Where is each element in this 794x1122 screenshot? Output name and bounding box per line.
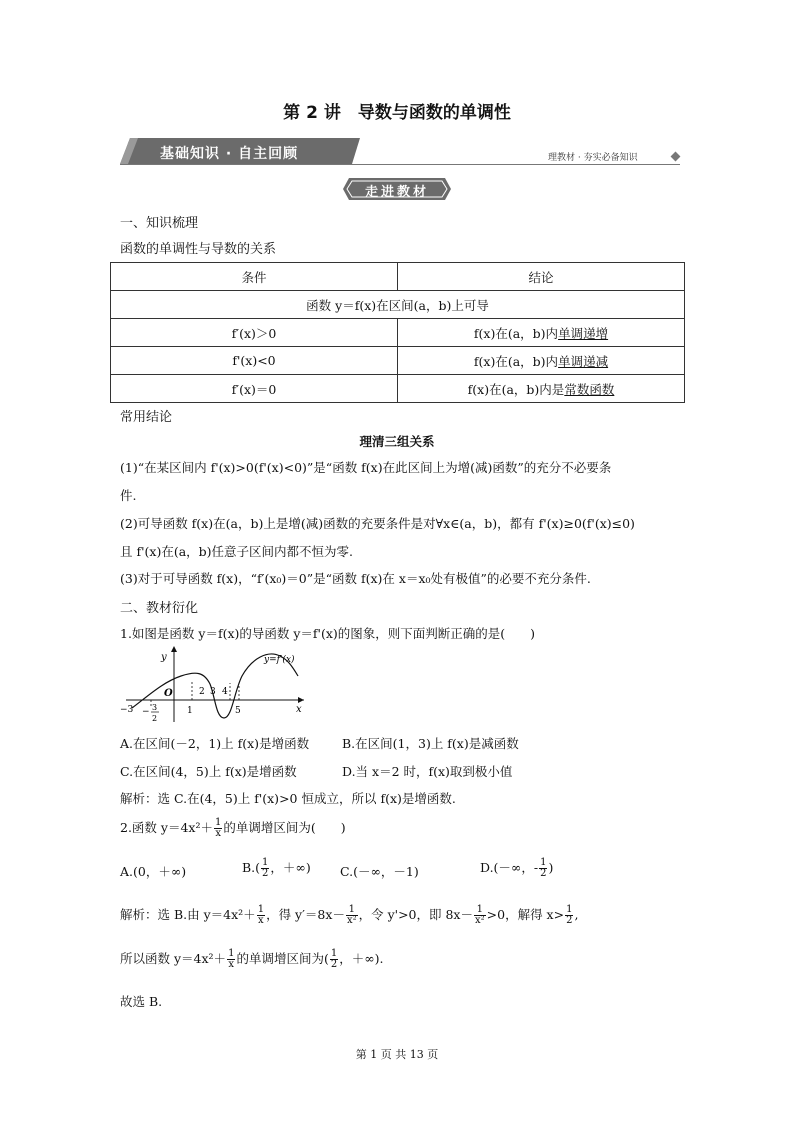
banner-rule: [120, 164, 680, 165]
q1-option-c: C.在区间(4，5)上 f(x)是增函数: [120, 764, 297, 779]
banner-title: 基础知识 · 自主回顾: [160, 146, 299, 162]
q1-option-b: B.在区间(1，3)上 f(x)是减函数: [342, 736, 519, 751]
conclusion-text: f(x)在(a，b)内是: [467, 381, 565, 397]
section-heading-1: 一、知识梳理: [120, 216, 199, 231]
answer-text: >0，解得 x>: [486, 907, 565, 922]
table-row: [111, 347, 685, 375]
fraction: [539, 858, 547, 879]
conclusion-1: (1)“在某区间内 f'(x)>0(f'(x)<0)”是“函数 f(x)在此区间上为增(减)函数”的充分不必要条: [120, 460, 612, 475]
q1-answer: 解析：选 C.在(4，5)上 f'(x)>0 恒成立，所以 f(x)是增函数.: [120, 791, 456, 806]
q1-option-a: A.在区间(－2，1)上 f(x)是增函数: [120, 736, 310, 751]
frac-den: x²: [346, 915, 357, 926]
answer-text: 所以函数 y＝4x²＋: [120, 951, 227, 966]
tick-label: −: [142, 707, 150, 717]
section-heading-2: 二、教材衍化: [120, 601, 199, 616]
answer-text: ，＋∞).: [339, 951, 384, 966]
frac-den: 2: [540, 868, 547, 879]
frac-num: 1: [540, 857, 547, 868]
x-axis-arrow: [298, 697, 304, 703]
fraction: [261, 858, 269, 879]
option-text: B.(: [242, 860, 261, 875]
q1-option-d: D.当 x＝2 时，f(x)取到极小值: [342, 764, 513, 779]
frac-num: 1: [257, 904, 265, 915]
q2-answer-line-1: [120, 905, 578, 926]
frac-num: 1: [474, 905, 486, 916]
answer-text: ，令 y'>0，即 8x－: [358, 907, 473, 922]
answer-text: 解析：选 B.由 y＝4x²＋: [120, 907, 256, 922]
q2-option-c: C.(－∞，－1): [340, 864, 419, 879]
q2-answer-line-2: [120, 949, 383, 970]
origin-label: O: [164, 688, 173, 699]
table-cell-condition: f′(x)＞0: [111, 319, 398, 347]
common-conclusions-title: 理清三组关系: [359, 434, 435, 449]
table-cell-conclusion: [398, 319, 685, 347]
conclusion-underlined: 常数函数: [564, 381, 615, 397]
table-row: [111, 319, 685, 347]
frac-den: x: [228, 959, 235, 970]
conclusion-3: (3)对于可导函数 f(x)，“f′(x₀)＝0”是“函数 f(x)在 x＝x₀处有极值”的必要不充分条件.: [120, 571, 591, 586]
answer-text: 的单调增区间为(: [236, 951, 329, 966]
conclusion-2-cont: 且 f'(x)在(a，b)任意子区间内都不恒为零.: [120, 544, 354, 559]
tick-label: 3: [152, 703, 158, 712]
conclusion-1-cont: 件.: [120, 488, 137, 503]
frac-num: 1: [228, 948, 235, 959]
table-row: [111, 291, 685, 319]
frac-den: x: [258, 915, 264, 926]
table-merged-cell: 函数 y＝f(x)在区间(a，b)上可导: [111, 291, 685, 319]
question-1: 1.如图是函数 y＝f(x)的导函数 y＝f'(x)的图象，则下面判断正确的是( ): [120, 626, 536, 641]
derivative-monotonicity-table: [110, 262, 685, 403]
tick-label: 2: [152, 714, 158, 723]
derivative-graph: [118, 642, 308, 724]
fraction: [227, 949, 235, 970]
y-axis-label: y: [161, 652, 167, 663]
conclusion-underlined: 单调递增: [558, 325, 609, 341]
frac-num: 1: [262, 857, 269, 868]
option-text: ): [548, 860, 554, 875]
table-header-row: [111, 263, 685, 291]
table-row: [111, 375, 685, 403]
conclusion-text: f(x)在(a，b)内: [473, 353, 559, 369]
q2-option-d: [480, 858, 553, 879]
frac-num: 1: [566, 904, 573, 915]
banner-right-label: 理教材 · 夯实必备知识: [548, 153, 638, 163]
frac-num: 1: [214, 817, 222, 828]
fraction: [214, 818, 222, 839]
tick-label: 1: [187, 706, 193, 716]
conclusion-2: (2)可导函数 f(x)在(a，b)上是增(减)函数的充要条件是对∀x∈(a，b)，都有 f'(x)≥0(f'(x)≤0): [120, 516, 635, 531]
frac-den: x: [215, 828, 221, 839]
table-header-cell: 结论: [398, 263, 685, 291]
table-cell-conclusion: [398, 347, 685, 375]
x-axis-label: x: [296, 704, 302, 715]
tick-label: 4: [222, 687, 228, 697]
tick-label: 5: [235, 706, 241, 716]
fraction: [257, 905, 265, 926]
option-text: ，＋∞): [270, 860, 311, 875]
answer-text: ，得 y′＝8x－: [266, 907, 345, 922]
option-text: D.(－∞，-: [480, 860, 539, 875]
common-conclusions-label: 常用结论: [120, 410, 173, 425]
table-caption: 函数的单调性与导数的关系: [120, 242, 277, 257]
fraction: [565, 905, 573, 926]
question-2: [120, 818, 346, 839]
q2-answer-line-3: 故选 B.: [120, 994, 163, 1009]
conclusion-underlined: 单调递减: [558, 353, 609, 369]
frac-num: 1: [330, 948, 338, 959]
tick-label: 3: [210, 687, 216, 697]
y-axis-arrow: [171, 646, 177, 652]
tick-label: 2: [199, 687, 205, 697]
diamond-icon: [671, 152, 681, 162]
table-cell-conclusion: [398, 375, 685, 403]
table-header-cell: 条件: [111, 263, 398, 291]
table-cell-condition: f'(x)<0: [111, 347, 398, 375]
q2-option-a: A.(0，＋∞): [120, 864, 187, 879]
tick-label: −3: [120, 705, 134, 715]
fraction: [346, 905, 358, 926]
conclusion-text: f(x)在(a，b)内: [473, 325, 559, 341]
section-tag-label: 走进教材: [364, 185, 429, 200]
fraction: [330, 949, 338, 970]
q2-text: 的单调增区间为( ): [223, 820, 346, 835]
frac-den: 2: [262, 868, 269, 879]
frac-num: 1: [346, 905, 358, 916]
fraction: [474, 905, 486, 926]
table-cell-condition: f′(x)＝0: [111, 375, 398, 403]
page-title: 第 2 讲 导数与函数的单调性: [283, 103, 511, 123]
frac-den: 2: [330, 959, 338, 970]
page-footer: 第 1 页 共 13 页: [355, 1048, 439, 1061]
answer-text: ,: [574, 907, 579, 922]
q2-option-b: [242, 858, 311, 879]
frac-den: x²: [474, 915, 485, 926]
frac-den: 2: [566, 915, 573, 926]
curve-label: y=f'(x): [264, 655, 295, 665]
q2-text: 2.函数 y＝4x²＋: [120, 820, 213, 835]
